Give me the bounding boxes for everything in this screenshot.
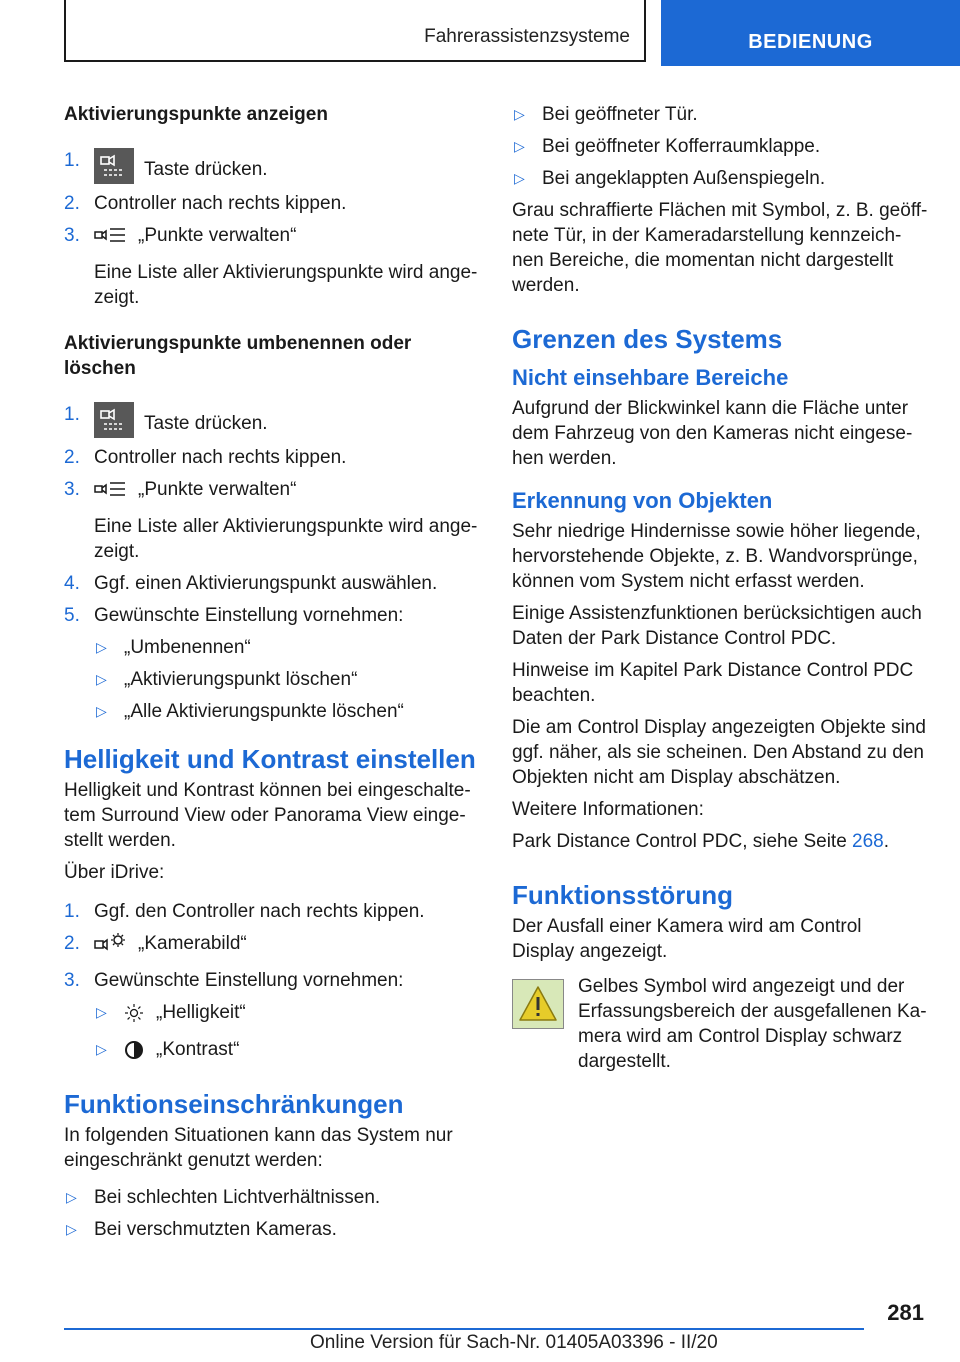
bullet-triangle-icon: ▷ [96,703,107,719]
step-text: Taste drücken. [144,413,268,434]
heading-limitations: Funktionseinschränkungen [64,1089,404,1119]
more-info-label: Weitere Informationen: [512,799,704,820]
contrast-icon [124,1040,144,1067]
page-number: 281 [887,1300,924,1325]
bullet-triangle-icon: ▷ [514,170,525,186]
camera-key-icon [94,402,134,438]
rename-step-4 [64,571,480,596]
header-section-title: Fahrerassistenzsysteme [424,26,630,47]
heading-show-points: Aktivierungspunkte anzeigen [64,104,328,125]
malfunction-text: Der Ausfall einer Kamera wird am Control Display angezeigt. [512,916,862,962]
warning-text: Gelbes Symbol wird angezeigt und der Erfassungsbereich der ausgefallenen Ka‐ mera wird am Control Display schwarz dargestellt. [578,976,927,1072]
pdc-reference: Park Distance Control PDC, siehe Seite 268. [512,831,890,852]
step-number: 1. [64,404,80,425]
rename-step-3 [64,477,480,564]
limitation-item: ▷ Bei geöffneter Kofferraumklappe. [514,136,821,157]
detection-text-1: Sehr niedrige Hindernisse sowie höher liegende, hervorstehende Objekte, z. B. Wandvorsprünge, können vom System nicht erfasst werden. [512,521,921,592]
step-number: 2. [64,193,80,214]
brightness-text: Helligkeit und Kontrast können bei eingeschalte‐ tem Surround View oder Panorama View einge‐ stellt werden. [64,780,471,851]
limitation-item: ▷ Bei verschmutzten Kameras. [66,1219,337,1240]
brightness-option: ▷ „Helligkeit“ [94,1000,480,1030]
sun-icon [124,1003,144,1030]
step-number: 2. [64,933,80,954]
manage-points-icon [94,226,126,253]
bullet-triangle-icon: ▷ [96,1004,107,1020]
detection-text-2: Einige Assistenzfunktionen berücksichtigen auch Daten der Park Distance Control PDC. [512,603,922,649]
step-text: „Punkte verwalten“ [138,225,297,246]
step-number: 3. [64,225,80,246]
bullet-triangle-icon: ▷ [66,1189,77,1205]
idrive-label: Über iDrive: [64,862,165,883]
bullet-triangle-icon: ▷ [514,106,525,122]
heading-brightness-contrast: Helligkeit und Kontrast einstellen [64,744,476,774]
step-text: Taste drücken. [144,159,268,180]
show-step-2 [64,191,480,216]
rename-option: ▷ „Umbenennen“ [96,637,251,658]
brightness-step-3 [64,968,480,993]
step-number: 5. [64,605,80,626]
page-header [64,0,960,66]
grey-areas-text: Grau schraffierte Flächen mit Symbol, z. B. geöff‐ nete Tür, in der Kameradarstellung kennzeich‐ nen Bereiche, die momentan nicht dargestellt werden. [512,200,928,296]
bullet-triangle-icon: ▷ [96,1041,107,1057]
bullet-triangle-icon: ▷ [96,639,107,655]
step-number: 3. [64,479,80,500]
rename-step-1 [64,402,480,438]
warning-note [512,974,928,1074]
heading-object-detection: Erkennung von Objekten [512,488,773,513]
step-text: Gewünschte Einstellung vornehmen: [94,605,404,626]
limitation-item: ▷ Bei schlechten Lichtverhältnissen. [66,1187,381,1208]
right-column [512,102,928,1074]
rename-step-5 [64,603,480,628]
heading-system-limits: Grenzen des Systems [512,324,783,354]
show-step-3 [64,223,480,310]
bullet-triangle-icon: ▷ [96,671,107,687]
left-column [64,102,480,1249]
step-text: Ggf. einen Aktivierungspunkt auswählen. [94,573,438,594]
rename-option: ▷ „Alle Aktivierungspunkte löschen“ [96,701,404,722]
step-text: Gewünschte Einstellung vornehmen: [94,970,404,991]
heading-rename-points: Aktivierungspunkte umbenennen oder löschen [64,333,412,379]
step-number: 1. [64,150,80,171]
step-text: Controller nach rechts kippen. [94,193,347,214]
step-number: 3. [64,970,80,991]
bullet-triangle-icon: ▷ [514,138,525,154]
step-number: 2. [64,447,80,468]
heading-not-visible: Nicht einsehbare Bereiche [512,365,789,390]
step-text: Ggf. den Controller nach rechts kippen. [94,901,425,922]
contrast-option: ▷ „Kontrast“ [94,1037,480,1067]
detection-text-3: Hinweise im Kapitel Park Distance Control PDC beachten. [512,660,914,706]
step-text: Controller nach rechts kippen. [94,447,347,468]
step-number: 1. [64,901,80,922]
limitations-text: In folgenden Situationen kann das System nur eingeschränkt genutzt werden: [64,1125,453,1171]
footer-divider [64,1328,864,1330]
footer-version-text: Online Version für Sach-Nr. 01405A03396 - II/20 [310,1332,718,1353]
brightness-step-2 [64,931,480,961]
step-note: Eine Liste aller Aktivierungspunkte wird ange‐ zeigt. [94,516,478,562]
not-visible-text: Aufgrund der Blickwinkel kann die Fläche unter dem Fahrzeug von den Kameras nicht eingese‐ hen werden. [512,398,913,469]
header-section-box [64,0,646,62]
heading-malfunction: Funktionsstörung [512,880,733,910]
rename-step-2 [64,445,480,470]
bullet-triangle-icon: ▷ [66,1221,77,1237]
camera-key-icon [94,148,134,184]
detection-text-4: Die am Control Display angezeigten Objekte sind ggf. näher, als sie scheinen. Den Abstand zu den Objekten nicht am Display abschätzen. [512,717,926,788]
warning-triangle-icon [512,979,564,1029]
header-chapter-tab [661,0,960,66]
step-text: „Punkte verwalten“ [138,479,297,500]
header-chapter-label: BEDIENUNG [748,31,873,53]
manage-points-icon [94,480,126,507]
step-text: „Kamerabild“ [138,933,247,954]
limitation-item: ▷ Bei angeklappten Außenspiegeln. [514,168,826,189]
rename-option: ▷ „Aktivierungspunkt löschen“ [96,669,358,690]
step-note: Eine Liste aller Aktivierungspunkte wird ange‐ zeigt. [94,262,478,308]
camera-image-icon [94,932,126,961]
show-step-1 [64,148,480,184]
brightness-step-1 [64,899,480,924]
limitation-item: ▷ Bei geöffneter Tür. [514,104,698,125]
step-number: 4. [64,573,80,594]
page-link-268[interactable]: 268 [852,831,884,852]
